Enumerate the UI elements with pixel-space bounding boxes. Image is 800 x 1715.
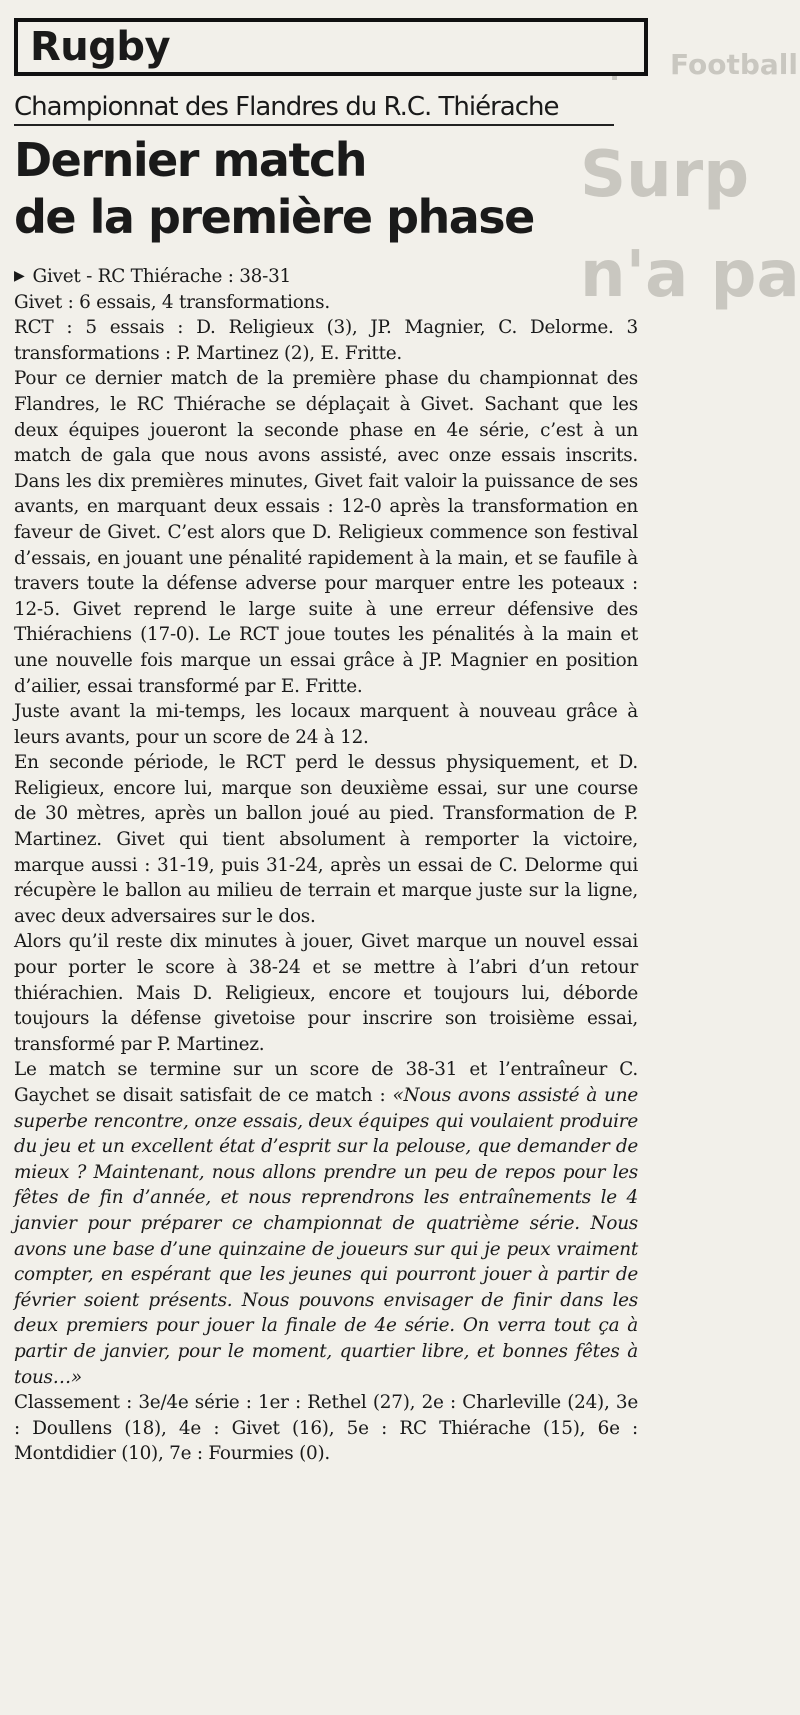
headline (14, 132, 648, 246)
headline-line-2: de la première phase (14, 190, 534, 244)
section-label: Rugby (14, 18, 648, 76)
paragraph-2: Juste avant la mi-temps, les locaux marquent à nouveau grâce à leurs avants, pour un score de 24 à 12. (14, 701, 638, 748)
bleed-text-partial1: Surp (580, 138, 750, 212)
newspaper-clipping (0, 18, 800, 1715)
bleed-text-partial2: n'a pa (580, 238, 800, 312)
givet-summary: Givet : 6 essais, 4 transformations. (14, 291, 330, 313)
paragraph-3: En seconde période, le RCT perd le dessus physiquement, et D. Religieux, encore lui, marque son deuxième essai, sur une course de 30 mètres, après un ballon joué au pied. Transformation de P. Martinez. Givet qui tient absolument à remporter la victoire, marque aussi : 31-19, puis 31-24, après un essai de C. Delorme qui récupère le ballon au milieu de terrain et marque juste sur la ligne, avec deux adversaires sur le dos. (14, 752, 638, 927)
score-text: Givet - RC Thiérache : 38-31 (32, 266, 292, 287)
kicker-divider (14, 124, 614, 126)
coach-quote: «Nous avons assisté à une superbe rencontre, onze essais, deux équipes qui voulaient produire du jeu et un excellent état d’esprit sur la pelouse, que demander de mieux ? Maintenant, nous allons prendre un peu de repos pour les fêtes de fin d’année, et nous reprendrons les entraînements le 4 janvier pour préparer ce championnat de quatrième série. Nous avons une base d’une quinzaine de joueurs sur qui je peux vraiment compter, en espérant que les jeunes qui pourront jouer à partir de février soient présents. Nous pouvons envisager de finir dans les deux premiers pour jouer la finale de 4e série. On verra tout ça à partir de janvier, pour le moment, quartier libre, et bonnes fêtes à tous…» (14, 1085, 638, 1388)
article-body (14, 264, 638, 1467)
rct-summary: RCT : 5 essais : D. Religieux (3), JP. Magnier, C. Delorme. 3 transformations : P. Martinez (2), E. Fritte. (14, 317, 638, 364)
bleed-text-football: Football (670, 48, 798, 81)
paragraph-1: Pour ce dernier match de la première phase du championnat des Flandres, le RC Thiérache se déplaçait à Givet. Sachant que les deux équipes joueront la seconde phase en 4e série, c’est à un match de gala que nous avons assisté, avec onze essais inscrits. Dans les dix premières minutes, Givet fait valoir la puissance de ses avants, en marquant deux essais : 12-0 après la transformation en faveur de Givet. C’est alors que D. Religieux commence son festival d’essais, en jouant une pénalité rapidement à la main, et se faufile à travers toute la défense adverse pour marquer entre les poteaux : 12-5. Givet reprend le large suite à une erreur défensive des Thiérachiens (17-0). Le RCT joue toutes les pénalités à la main et une nouvelle fois marque un essai grâce à JP. Magnier en position d’ailier, essai transformé par E. Fritte. (14, 368, 638, 697)
paragraph-4: Alors qu’il reste dix minutes à jouer, Givet marque un nouvel essai pour porter le score à 38-24 et se mettre à l’abri d’un retour thiérachien. Mais D. Religieux, encore et toujours lui, déborde toujours la défense givetoise pour inscrire son troisième essai, transformé par P. Martinez. (14, 931, 638, 1055)
closing-lead: Le match se termine sur un score de 38-31 et l’entraîneur C. Gaychet se disait satisfait de ce match : (14, 1059, 638, 1106)
closing-paragraph (14, 1057, 638, 1390)
headline-line-1: Dernier match (14, 133, 366, 187)
triangle-bullet-icon: ▶ (14, 268, 25, 284)
score-line (14, 264, 638, 290)
standings: Classement : 3e/4e série : 1er : Rethel (27), 2e : Charleville (24), 3e : Doullens (18), 4e : Givet (16), 5e : RC Thiérache (15), 6e : Montdidier (10), 7e : Fourmies (0). (14, 1392, 638, 1465)
kicker-subtitle: Championnat des Flandres du R.C. Thiérache (14, 92, 559, 122)
